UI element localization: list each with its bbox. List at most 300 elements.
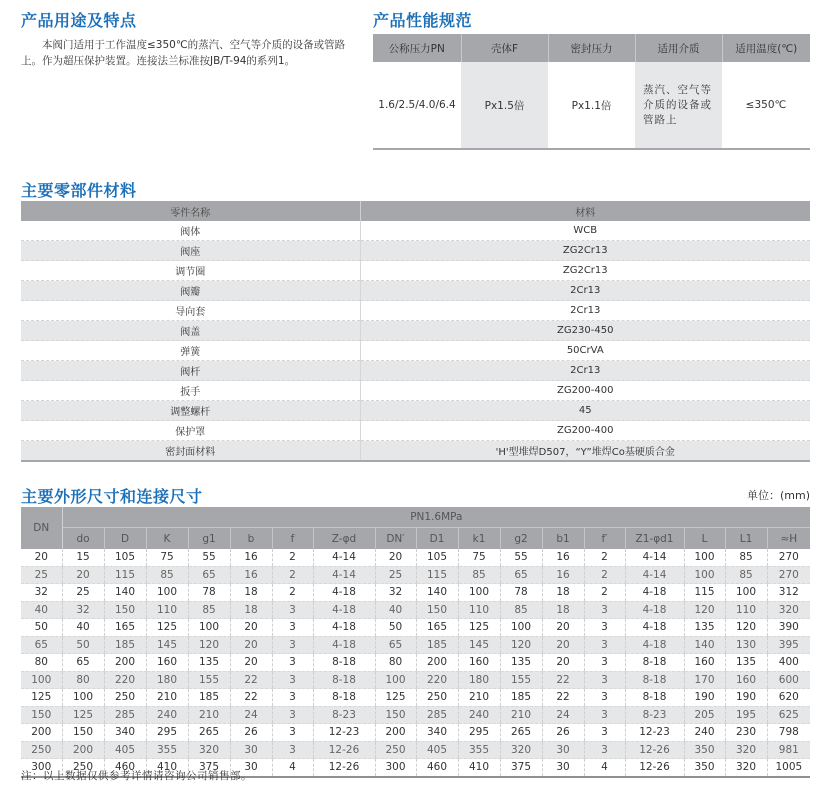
dimension-cell: 22 bbox=[230, 689, 272, 707]
dimensions-header-row-2 bbox=[21, 528, 810, 550]
dimension-cell: 140 bbox=[104, 584, 146, 602]
dimension-cell: 32 bbox=[375, 584, 416, 602]
dimension-cell: 200 bbox=[375, 724, 416, 742]
materials-table bbox=[21, 201, 810, 462]
column-header: K bbox=[146, 528, 188, 550]
header-medium: 适用介质 bbox=[635, 34, 722, 62]
dimension-cell: 4-18 bbox=[313, 584, 375, 602]
dimension-cell: 65 bbox=[500, 566, 542, 584]
dimension-cell: 295 bbox=[458, 724, 500, 742]
dimension-cell: 320 bbox=[725, 759, 767, 777]
cell-shell-test: Px1.5倍 bbox=[461, 62, 548, 149]
dimension-cell: 180 bbox=[146, 671, 188, 689]
dimension-cell: 185 bbox=[104, 636, 146, 654]
column-header: L bbox=[684, 528, 725, 550]
dimension-cell: 130 bbox=[725, 636, 767, 654]
dimension-cell: 8-18 bbox=[313, 654, 375, 672]
dimension-cell: 2 bbox=[272, 549, 313, 566]
dimension-cell: 140 bbox=[684, 636, 725, 654]
cell-seal-pressure: Px1.1倍 bbox=[548, 62, 635, 149]
dimension-cell: 15 bbox=[62, 549, 104, 566]
dimension-cell: 3 bbox=[584, 671, 625, 689]
dimension-cell: 150 bbox=[104, 601, 146, 619]
dimensions-header-row-1 bbox=[21, 507, 810, 528]
materials-row bbox=[21, 281, 810, 301]
dimension-cell: 140 bbox=[416, 584, 458, 602]
header-seal-pressure: 密封压力 bbox=[548, 34, 635, 62]
dimension-cell: 55 bbox=[188, 549, 230, 566]
dn-cell: 65 bbox=[21, 636, 62, 654]
dimension-cell: 300 bbox=[375, 759, 416, 777]
dimension-cell: 350 bbox=[684, 759, 725, 777]
header-part-name: 零件名称 bbox=[21, 201, 360, 221]
dimension-cell: 30 bbox=[542, 741, 584, 759]
materials-row bbox=[21, 221, 810, 241]
dimension-cell: 200 bbox=[416, 654, 458, 672]
dimension-cell: 32 bbox=[62, 601, 104, 619]
dimension-cell: 145 bbox=[146, 636, 188, 654]
dimension-cell: 355 bbox=[458, 741, 500, 759]
dimension-cell: 2 bbox=[272, 584, 313, 602]
dimension-row bbox=[21, 741, 810, 759]
cell-nominal-pressure: 1.6/2.5/4.0/6.4 bbox=[373, 62, 461, 149]
header-material: 材料 bbox=[360, 201, 810, 221]
dimensions-title: 主要外形尺寸和连接尺寸 bbox=[21, 487, 203, 506]
dimension-cell: 135 bbox=[188, 654, 230, 672]
dimension-cell: 160 bbox=[684, 654, 725, 672]
dimension-cell: 185 bbox=[416, 636, 458, 654]
dimension-cell: 125 bbox=[375, 689, 416, 707]
dn-cell: 300 bbox=[21, 759, 62, 777]
dimension-cell: 410 bbox=[458, 759, 500, 777]
dimension-cell: 375 bbox=[188, 759, 230, 777]
material-cell: 2Cr13 bbox=[360, 301, 810, 321]
dimension-cell: 100 bbox=[684, 566, 725, 584]
header-shell-test: 壳体F bbox=[461, 34, 548, 62]
dimension-cell: 80 bbox=[62, 671, 104, 689]
dimension-cell: 2 bbox=[584, 549, 625, 566]
dimension-cell: 285 bbox=[416, 706, 458, 724]
dimension-row bbox=[21, 549, 810, 566]
dimension-cell: 110 bbox=[458, 601, 500, 619]
dn-cell: 150 bbox=[21, 706, 62, 724]
dimension-cell: 12-26 bbox=[625, 741, 684, 759]
dimension-cell: 8-18 bbox=[313, 671, 375, 689]
dimension-cell: 195 bbox=[725, 706, 767, 724]
material-cell: ZG2Cr13 bbox=[360, 261, 810, 281]
dimension-cell: 2 bbox=[272, 566, 313, 584]
dimension-cell: 22 bbox=[542, 671, 584, 689]
dimension-cell: 250 bbox=[62, 759, 104, 777]
dimension-cell: 4-18 bbox=[313, 601, 375, 619]
dimension-cell: 65 bbox=[375, 636, 416, 654]
materials-row bbox=[21, 381, 810, 401]
dimension-cell: 230 bbox=[725, 724, 767, 742]
dimension-cell: 3 bbox=[272, 654, 313, 672]
dimension-cell: 4-18 bbox=[625, 584, 684, 602]
dimension-cell: 40 bbox=[375, 601, 416, 619]
material-cell: 45 bbox=[360, 401, 810, 421]
dimension-cell: 20 bbox=[230, 654, 272, 672]
dimension-row bbox=[21, 584, 810, 602]
column-header: D1 bbox=[416, 528, 458, 550]
column-header: D bbox=[104, 528, 146, 550]
dimension-cell: 4-18 bbox=[625, 619, 684, 637]
dimension-cell: 8-18 bbox=[625, 689, 684, 707]
column-header: Z-φd bbox=[313, 528, 375, 550]
dimension-cell: 110 bbox=[146, 601, 188, 619]
dimension-cell: 22 bbox=[230, 671, 272, 689]
dimension-cell: 340 bbox=[104, 724, 146, 742]
materials-row bbox=[21, 441, 810, 462]
dn-cell: 50 bbox=[21, 619, 62, 637]
dimension-cell: 120 bbox=[188, 636, 230, 654]
dimension-cell: 100 bbox=[62, 689, 104, 707]
dimension-cell: 40 bbox=[62, 619, 104, 637]
dimension-cell: 981 bbox=[767, 741, 810, 759]
dimension-cell: 85 bbox=[725, 549, 767, 566]
dimension-cell: 220 bbox=[104, 671, 146, 689]
dimension-cell: 3 bbox=[584, 724, 625, 742]
material-cell: 50CrVA bbox=[360, 341, 810, 361]
dimension-cell: 100 bbox=[375, 671, 416, 689]
dimension-cell: 2 bbox=[584, 584, 625, 602]
materials-row bbox=[21, 401, 810, 421]
dn-cell: 32 bbox=[21, 584, 62, 602]
dimension-cell: 155 bbox=[188, 671, 230, 689]
dn-cell: 80 bbox=[21, 654, 62, 672]
dimension-cell: 180 bbox=[458, 671, 500, 689]
dimension-row bbox=[21, 566, 810, 584]
column-header: g1 bbox=[188, 528, 230, 550]
materials-row bbox=[21, 341, 810, 361]
dimension-cell: 120 bbox=[500, 636, 542, 654]
material-cell: ZG200-400 bbox=[360, 381, 810, 401]
dimension-cell: 12-23 bbox=[625, 724, 684, 742]
dimension-cell: 250 bbox=[416, 689, 458, 707]
dimension-cell: 320 bbox=[767, 601, 810, 619]
dimension-cell: 16 bbox=[230, 549, 272, 566]
dimension-cell: 320 bbox=[500, 741, 542, 759]
dimension-cell: 115 bbox=[684, 584, 725, 602]
dimension-cell: 8-23 bbox=[313, 706, 375, 724]
dimension-cell: 312 bbox=[767, 584, 810, 602]
dimension-cell: 4-14 bbox=[313, 549, 375, 566]
dimension-cell: 170 bbox=[684, 671, 725, 689]
dimension-cell: 210 bbox=[146, 689, 188, 707]
dimension-cell: 3 bbox=[272, 601, 313, 619]
dimension-cell: 8-18 bbox=[625, 671, 684, 689]
dimension-cell: 4-14 bbox=[313, 566, 375, 584]
dimension-cell: 78 bbox=[500, 584, 542, 602]
dimension-cell: 50 bbox=[375, 619, 416, 637]
dimension-cell: 85 bbox=[188, 601, 230, 619]
performance-title: 产品性能规范 bbox=[373, 11, 473, 30]
dimension-row bbox=[21, 706, 810, 724]
dimension-cell: 22 bbox=[542, 689, 584, 707]
dimension-cell: 160 bbox=[725, 671, 767, 689]
dimension-cell: 4-14 bbox=[625, 549, 684, 566]
dimension-cell: 135 bbox=[500, 654, 542, 672]
materials-header-row bbox=[21, 201, 810, 221]
dimension-cell: 65 bbox=[62, 654, 104, 672]
dimension-cell: 200 bbox=[104, 654, 146, 672]
dimension-cell: 160 bbox=[146, 654, 188, 672]
dn-cell: 200 bbox=[21, 724, 62, 742]
dimension-cell: 8-18 bbox=[625, 654, 684, 672]
material-cell: 2Cr13 bbox=[360, 361, 810, 381]
dimension-cell: 1005 bbox=[767, 759, 810, 777]
dimension-cell: 205 bbox=[684, 706, 725, 724]
part-name-cell: 扳手 bbox=[21, 381, 360, 401]
material-cell: 'H'型堆焊D507，“Y”堆焊Co基硬质合金 bbox=[360, 441, 810, 462]
column-header: b bbox=[230, 528, 272, 550]
dimension-cell: 12-26 bbox=[313, 759, 375, 777]
dimension-cell: 3 bbox=[272, 619, 313, 637]
dimension-cell: 12-23 bbox=[313, 724, 375, 742]
dimension-cell: 350 bbox=[684, 741, 725, 759]
dimension-cell: 24 bbox=[542, 706, 584, 724]
dimension-cell: 55 bbox=[500, 549, 542, 566]
dimension-cell: 320 bbox=[725, 741, 767, 759]
cell-medium: 蒸汽、空气等介质的设备或管路上 bbox=[635, 62, 722, 149]
part-name-cell: 阀盖 bbox=[21, 321, 360, 341]
dimension-cell: 600 bbox=[767, 671, 810, 689]
dimension-cell: 210 bbox=[458, 689, 500, 707]
column-header: k1 bbox=[458, 528, 500, 550]
dimension-cell: 185 bbox=[500, 689, 542, 707]
dimension-cell: 355 bbox=[146, 741, 188, 759]
dimension-cell: 75 bbox=[146, 549, 188, 566]
dimension-cell: 285 bbox=[104, 706, 146, 724]
dn-cell: 20 bbox=[21, 549, 62, 566]
dimension-cell: 20 bbox=[542, 619, 584, 637]
dimension-cell: 115 bbox=[104, 566, 146, 584]
dimension-cell: 210 bbox=[188, 706, 230, 724]
part-name-cell: 密封面材料 bbox=[21, 441, 360, 462]
column-header: Z1-φd1 bbox=[625, 528, 684, 550]
dimension-cell: 185 bbox=[188, 689, 230, 707]
dimension-cell: 25 bbox=[62, 584, 104, 602]
header-dn: DN bbox=[21, 507, 62, 549]
header-nominal-pressure: 公称压力PN bbox=[373, 34, 461, 62]
dimension-cell: 405 bbox=[416, 741, 458, 759]
dimension-cell: 100 bbox=[684, 549, 725, 566]
dimension-cell: 8-18 bbox=[313, 689, 375, 707]
dimension-cell: 8-23 bbox=[625, 706, 684, 724]
dimension-cell: 115 bbox=[416, 566, 458, 584]
dimension-cell: 105 bbox=[104, 549, 146, 566]
dimension-cell: 24 bbox=[230, 706, 272, 724]
dimension-cell: 110 bbox=[725, 601, 767, 619]
dimension-cell: 100 bbox=[725, 584, 767, 602]
material-cell: 2Cr13 bbox=[360, 281, 810, 301]
dimension-cell: 4-18 bbox=[313, 636, 375, 654]
dimension-cell: 18 bbox=[542, 584, 584, 602]
dimension-cell: 135 bbox=[725, 654, 767, 672]
dimension-cell: 3 bbox=[584, 689, 625, 707]
dn-cell: 40 bbox=[21, 601, 62, 619]
dimension-cell: 4-18 bbox=[625, 601, 684, 619]
part-name-cell: 阀杆 bbox=[21, 361, 360, 381]
dimension-cell: 26 bbox=[542, 724, 584, 742]
dimension-cell: 3 bbox=[272, 671, 313, 689]
dimension-cell: 4-18 bbox=[625, 636, 684, 654]
dimension-cell: 400 bbox=[767, 654, 810, 672]
dimension-cell: 50 bbox=[62, 636, 104, 654]
dimension-cell: 85 bbox=[725, 566, 767, 584]
dimension-row bbox=[21, 636, 810, 654]
dimension-cell: 65 bbox=[188, 566, 230, 584]
dimension-cell: 160 bbox=[458, 654, 500, 672]
dimension-cell: 100 bbox=[500, 619, 542, 637]
dimension-cell: 265 bbox=[500, 724, 542, 742]
dimension-cell: 250 bbox=[104, 689, 146, 707]
dimension-cell: 25 bbox=[375, 566, 416, 584]
part-name-cell: 调整螺杆 bbox=[21, 401, 360, 421]
dimension-cell: 390 bbox=[767, 619, 810, 637]
dimension-cell: 125 bbox=[146, 619, 188, 637]
dimension-cell: 265 bbox=[188, 724, 230, 742]
dimension-cell: 270 bbox=[767, 549, 810, 566]
dimension-cell: 16 bbox=[542, 549, 584, 566]
dimension-cell: 18 bbox=[230, 584, 272, 602]
dimension-cell: 3 bbox=[584, 706, 625, 724]
dimension-cell: 240 bbox=[458, 706, 500, 724]
dimension-cell: 135 bbox=[684, 619, 725, 637]
dimension-row bbox=[21, 619, 810, 637]
materials-title: 主要零部件材料 bbox=[21, 181, 137, 200]
materials-row bbox=[21, 361, 810, 381]
dimension-row bbox=[21, 689, 810, 707]
dimension-cell: 395 bbox=[767, 636, 810, 654]
dimension-cell: 240 bbox=[684, 724, 725, 742]
dimension-cell: 150 bbox=[375, 706, 416, 724]
material-cell: ZG2Cr13 bbox=[360, 241, 810, 261]
column-header: L1 bbox=[725, 528, 767, 550]
part-name-cell: 阀体 bbox=[21, 221, 360, 241]
dimension-cell: 78 bbox=[188, 584, 230, 602]
dimension-cell: 210 bbox=[500, 706, 542, 724]
dn-cell: 125 bbox=[21, 689, 62, 707]
dimension-cell: 165 bbox=[416, 619, 458, 637]
dimension-cell: 405 bbox=[104, 741, 146, 759]
dimension-cell: 3 bbox=[272, 636, 313, 654]
column-header: ≈H bbox=[767, 528, 810, 550]
dimension-cell: 3 bbox=[584, 654, 625, 672]
dimension-cell: 85 bbox=[500, 601, 542, 619]
dimension-cell: 295 bbox=[146, 724, 188, 742]
column-header: b1 bbox=[542, 528, 584, 550]
dimension-cell: 18 bbox=[542, 601, 584, 619]
dimension-cell: 3 bbox=[584, 601, 625, 619]
dimension-cell: 250 bbox=[375, 741, 416, 759]
dimension-cell: 410 bbox=[146, 759, 188, 777]
dimension-cell: 100 bbox=[146, 584, 188, 602]
dimension-cell: 240 bbox=[146, 706, 188, 724]
dimension-cell: 375 bbox=[500, 759, 542, 777]
part-name-cell: 保护罩 bbox=[21, 421, 360, 441]
dimension-cell: 20 bbox=[542, 636, 584, 654]
column-header: f′ bbox=[584, 528, 625, 550]
dimension-cell: 16 bbox=[230, 566, 272, 584]
dimension-cell: 20 bbox=[542, 654, 584, 672]
dimension-row bbox=[21, 601, 810, 619]
dn-cell: 250 bbox=[21, 741, 62, 759]
materials-row bbox=[21, 241, 810, 261]
dimension-cell: 4-18 bbox=[313, 619, 375, 637]
material-cell: ZG230-450 bbox=[360, 321, 810, 341]
dimension-cell: 150 bbox=[416, 601, 458, 619]
dimension-cell: 625 bbox=[767, 706, 810, 724]
dimension-cell: 4-14 bbox=[625, 566, 684, 584]
usage-title: 产品用途及特点 bbox=[21, 11, 137, 30]
dn-cell: 25 bbox=[21, 566, 62, 584]
dimension-cell: 190 bbox=[684, 689, 725, 707]
dimension-cell: 26 bbox=[230, 724, 272, 742]
dimension-cell: 3 bbox=[272, 706, 313, 724]
dimension-cell: 3 bbox=[272, 724, 313, 742]
dimension-cell: 85 bbox=[458, 566, 500, 584]
materials-row bbox=[21, 301, 810, 321]
dimension-cell: 30 bbox=[230, 741, 272, 759]
unit-label: 单位：(mm) bbox=[746, 489, 810, 502]
dimension-cell: 460 bbox=[416, 759, 458, 777]
dimension-cell: 165 bbox=[104, 619, 146, 637]
dimension-cell: 100 bbox=[458, 584, 500, 602]
dimension-cell: 190 bbox=[725, 689, 767, 707]
dimension-cell: 4 bbox=[272, 759, 313, 777]
dimension-cell: 340 bbox=[416, 724, 458, 742]
dimension-cell: 120 bbox=[725, 619, 767, 637]
column-header: g2 bbox=[500, 528, 542, 550]
material-cell: ZG200-400 bbox=[360, 421, 810, 441]
dimension-cell: 3 bbox=[584, 619, 625, 637]
dimension-cell: 30 bbox=[230, 759, 272, 777]
part-name-cell: 导向套 bbox=[21, 301, 360, 321]
dimension-cell: 2 bbox=[584, 566, 625, 584]
performance-header-row bbox=[373, 34, 810, 62]
dimension-cell: 3 bbox=[272, 689, 313, 707]
cell-temperature: ≤350℃ bbox=[722, 62, 810, 149]
dimension-cell: 125 bbox=[458, 619, 500, 637]
header-pressure-class: PN1.6MPa bbox=[62, 507, 810, 528]
dimension-cell: 16 bbox=[542, 566, 584, 584]
dimension-cell: 20 bbox=[62, 566, 104, 584]
dimension-cell: 3 bbox=[584, 636, 625, 654]
material-cell: WCB bbox=[360, 221, 810, 241]
materials-row bbox=[21, 421, 810, 441]
dimension-cell: 80 bbox=[375, 654, 416, 672]
materials-row bbox=[21, 321, 810, 341]
part-name-cell: 弹簧 bbox=[21, 341, 360, 361]
dimension-row bbox=[21, 724, 810, 742]
dimension-cell: 18 bbox=[230, 601, 272, 619]
part-name-cell: 调节圈 bbox=[21, 261, 360, 281]
dimension-cell: 85 bbox=[146, 566, 188, 584]
dimensions-table bbox=[21, 507, 810, 778]
dimension-cell: 30 bbox=[542, 759, 584, 777]
dimension-cell: 200 bbox=[62, 741, 104, 759]
dimension-cell: 155 bbox=[500, 671, 542, 689]
column-header: f bbox=[272, 528, 313, 550]
performance-data-row bbox=[373, 62, 810, 149]
column-header: do bbox=[62, 528, 104, 550]
part-name-cell: 阀座 bbox=[21, 241, 360, 261]
dimension-cell: 4 bbox=[584, 759, 625, 777]
dimension-cell: 20 bbox=[230, 636, 272, 654]
performance-table bbox=[373, 34, 810, 150]
